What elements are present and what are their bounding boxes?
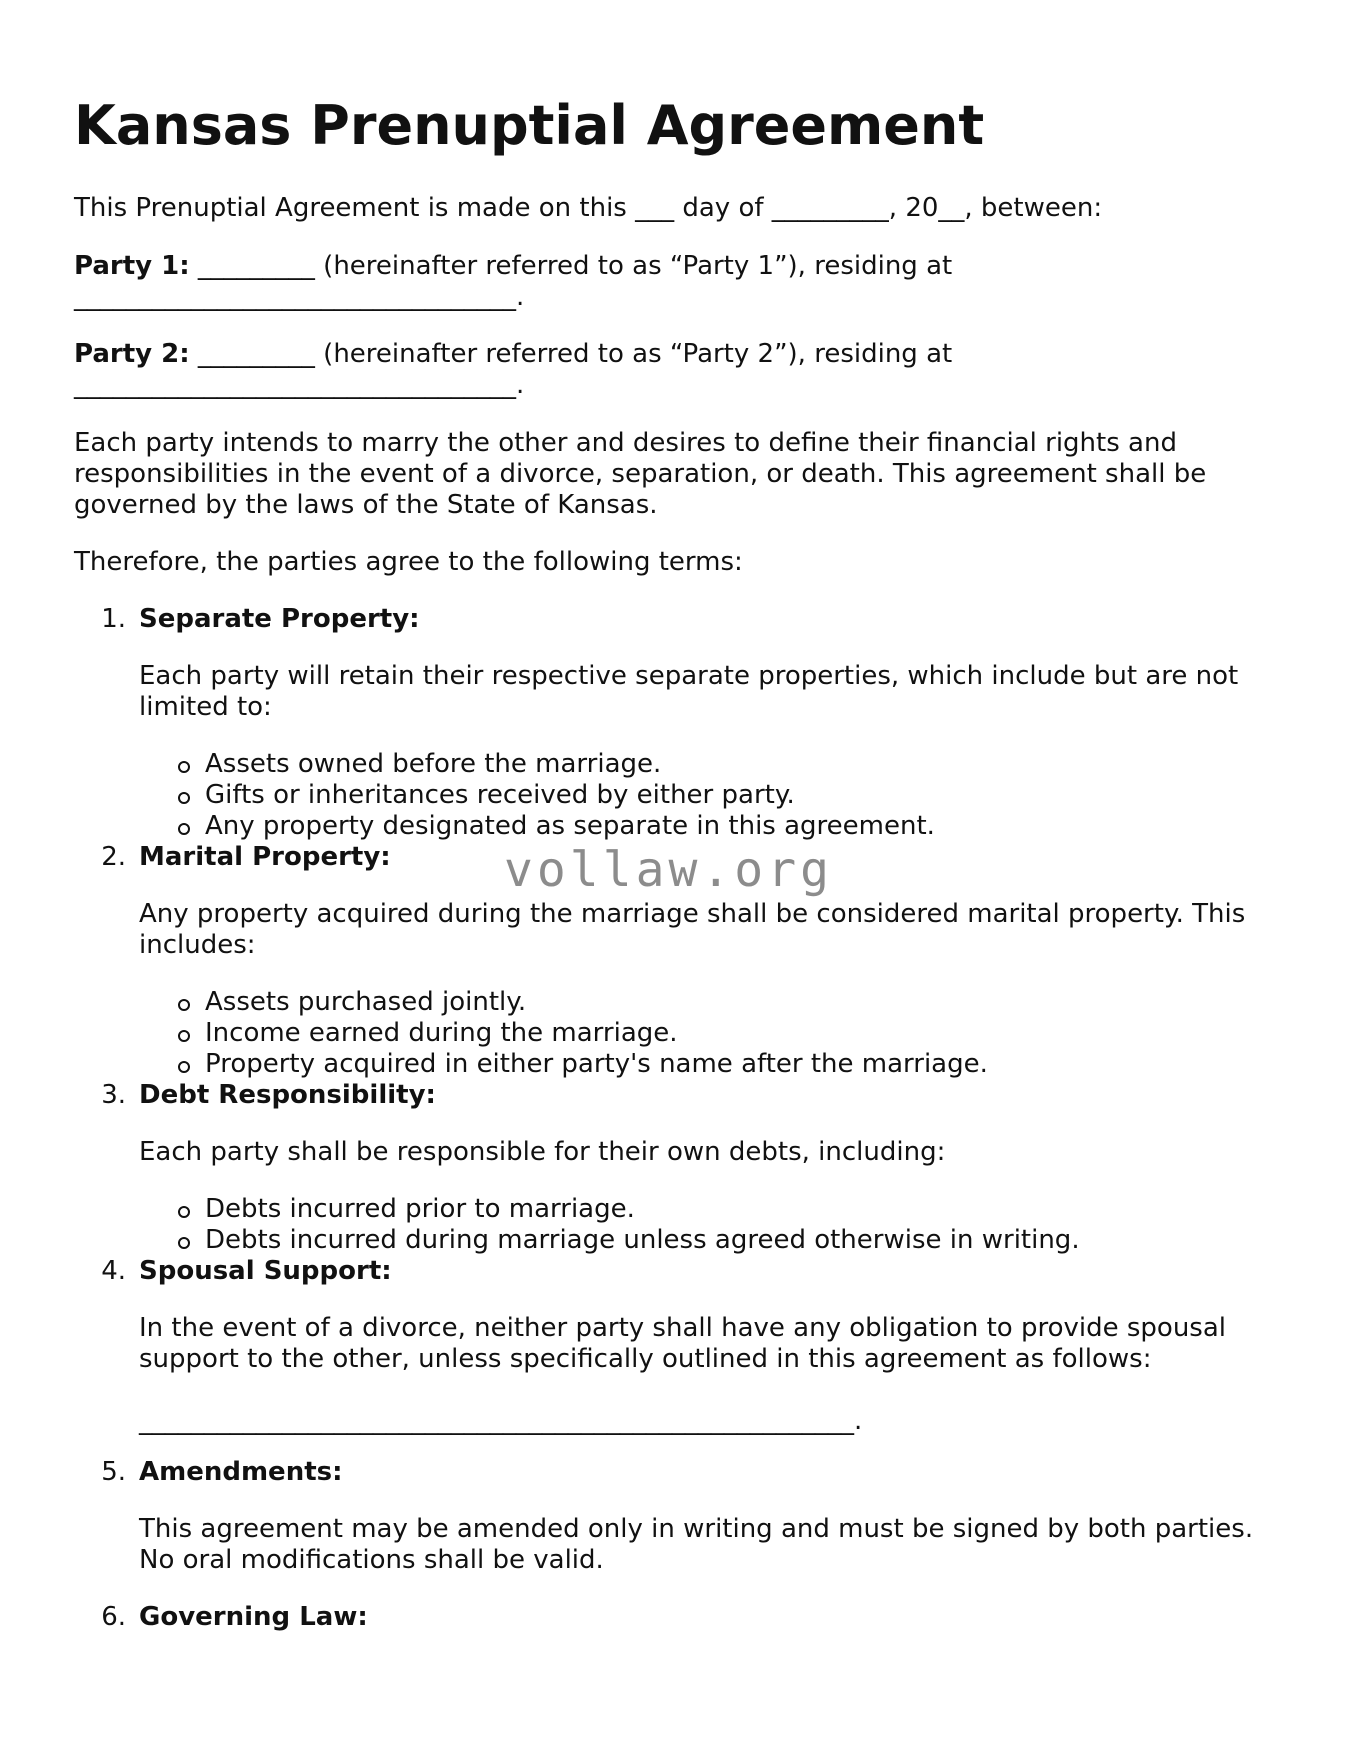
purpose-line-3: governed by the laws of the State of Kansas. <box>74 490 658 520</box>
section-5-number: 5. <box>101 1457 126 1487</box>
section-1-title: Separate Property: <box>139 604 420 634</box>
section-1-body-1: Each party will retain their respective separate properties, which include but are not <box>139 661 1239 691</box>
section-4-number: 4. <box>101 1256 126 1286</box>
party-1-line <box>74 251 952 283</box>
party-2-label: Party 2: <box>74 339 190 369</box>
section-2-title: Marital Property: <box>139 842 391 872</box>
section-5-body-2: No oral modifications shall be valid. <box>139 1545 604 1575</box>
section-3-body-1: Each party shall be responsible for their own debts, including: <box>139 1137 946 1167</box>
watermark: vollaw.org <box>504 842 833 898</box>
section-2-bullet-3: Property acquired in either party's name after the marriage. <box>205 1049 988 1079</box>
section-6-number: 6. <box>101 1602 126 1632</box>
section-1-number: 1. <box>101 604 126 634</box>
section-4-body-2: support to the other, unless specifically outlined in this agreement as follows: <box>139 1344 1152 1374</box>
section-6-title: Governing Law: <box>139 1602 368 1632</box>
section-3-title: Debt Responsibility: <box>139 1080 436 1110</box>
section-2-bullet-2: Income earned during the marriage. <box>205 1018 678 1048</box>
section-1-bullet-1: Assets owned before the marriage. <box>205 749 662 779</box>
document-title: Kansas Prenuptial Agreement <box>74 94 985 157</box>
party-1-label: Party 1: <box>74 251 190 281</box>
party-2-text: _________ (hereinafter referred to as “Party 2”), residing at <box>189 339 953 369</box>
section-5-title: Amendments: <box>139 1457 343 1487</box>
section-2-number: 2. <box>101 842 126 872</box>
intro-paragraph: This Prenuptial Agreement is made on this ___ day of _________, 20__, between: <box>74 193 1103 223</box>
section-4-body-1: In the event of a divorce, neither party shall have any obligation to provide spousal <box>139 1313 1226 1343</box>
party-1-address-blank: __________________________________. <box>74 282 525 312</box>
purpose-line-1: Each party intends to marry the other and desires to define their financial rights and <box>74 428 1177 458</box>
section-2-body-1: Any property acquired during the marriage shall be considered marital property. This <box>139 899 1246 929</box>
section-1-bullet-3: Any property designated as separate in this agreement. <box>205 811 935 841</box>
party-1-text: _________ (hereinafter referred to as “Party 1”), residing at <box>189 251 953 281</box>
section-4-title: Spousal Support: <box>139 1256 392 1286</box>
section-4-support-blank: _______________________________________________________. <box>139 1406 863 1436</box>
section-1-bullet-2: Gifts or inheritances received by either party. <box>205 780 795 810</box>
section-3-bullet-2: Debts incurred during marriage unless agreed otherwise in writing. <box>205 1225 1080 1255</box>
party-2-address-blank: __________________________________. <box>74 370 525 400</box>
section-1-body-2: limited to: <box>139 692 272 722</box>
section-5-body-1: This agreement may be amended only in writing and must be signed by both parties. <box>139 1514 1254 1544</box>
section-2-body-2: includes: <box>139 930 256 960</box>
section-2-bullet-1: Assets purchased jointly. <box>205 987 527 1017</box>
section-3-number: 3. <box>101 1080 126 1110</box>
party-2-line <box>74 339 952 371</box>
section-3-bullet-1: Debts incurred prior to marriage. <box>205 1194 635 1224</box>
purpose-line-2: responsibilities in the event of a divorce, separation, or death. This agreement shall be <box>74 459 1207 489</box>
therefore-paragraph: Therefore, the parties agree to the following terms: <box>74 547 743 577</box>
